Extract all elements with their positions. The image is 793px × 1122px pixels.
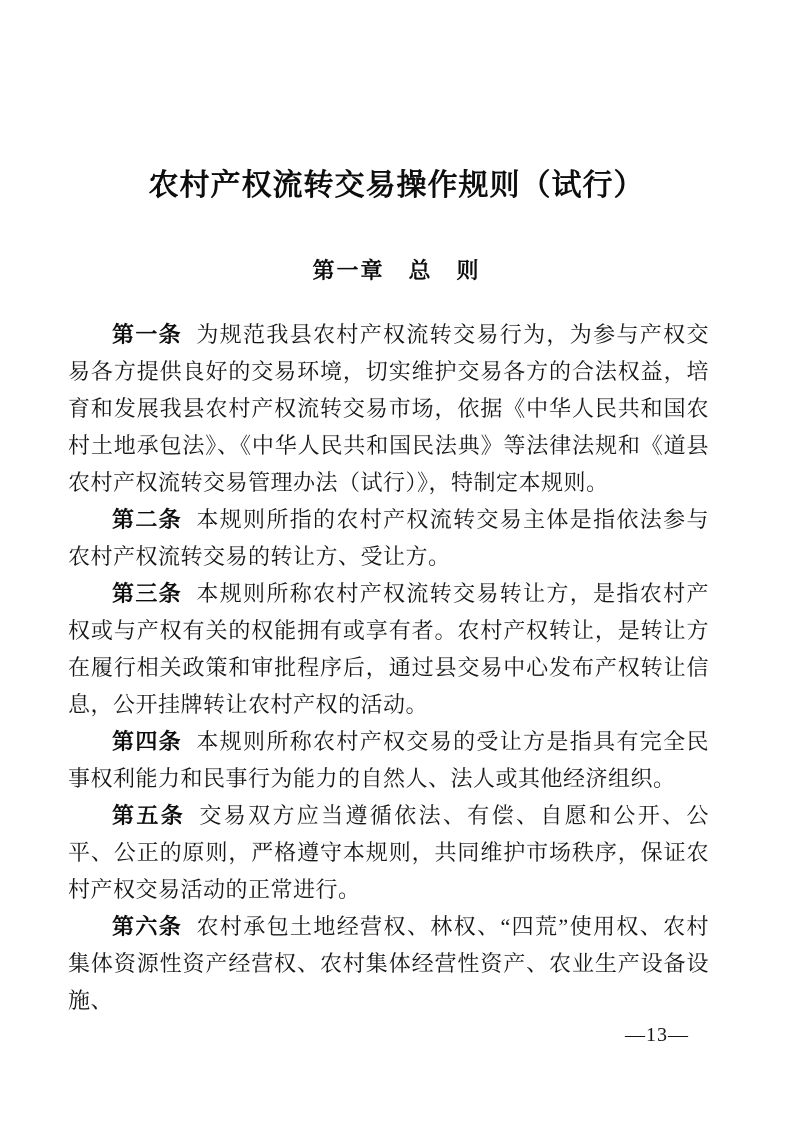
article-paragraph-5 bbox=[68, 797, 709, 908]
article-paragraph-3 bbox=[68, 575, 709, 723]
article-label-2: 第二条 bbox=[112, 507, 183, 532]
article-paragraph-2 bbox=[68, 501, 709, 575]
document-body bbox=[68, 316, 709, 1019]
article-text-5: 交易双方应当遵循依法、有偿、自愿和公开、公平、公正的原则，严格遵守本规则，共同维护市场秩序，保证农村产权交易活动的正常进行。 bbox=[68, 803, 709, 902]
article-label-5: 第五条 bbox=[112, 803, 186, 828]
article-text-1: 为规范我县农村产权流转交易行为，为参与产权交易各方提供良好的交易环境，切实维护交易各方的合法权益，培育和发展我县农村产权流转交易市场，依据《中华人民共和国农村土地承包法》、《中华人民共和国民法典》等法律法规和《道县农村产权流转交易管理办法（试行）》，特制定本规则。 bbox=[68, 322, 709, 495]
article-label-6: 第六条 bbox=[112, 914, 183, 939]
document-title: 农村产权流转交易操作规则（试行） bbox=[148, 169, 645, 202]
article-label-3: 第三条 bbox=[112, 581, 183, 606]
article-text-4: 本规则所称农村产权交易的受让方是指具有完全民事权利能力和民事行为能力的自然人、法人或其他经济组织。 bbox=[68, 729, 709, 791]
article-text-3: 本规则所称农村产权流转交易转让方，是指农村产权或与产权有关的权能拥有或享有者。农村产权转让，是转让方在履行相关政策和审批程序后，通过县交易中心发布产权转让信息，公开挂牌转让农村产权的活动。 bbox=[68, 581, 709, 717]
page-number: —13— bbox=[625, 1024, 689, 1046]
article-label-4: 第四条 bbox=[112, 729, 183, 754]
article-text-2: 本规则所指的农村产权流转交易主体是指依法参与农村产权流转交易的转让方、受让方。 bbox=[68, 507, 709, 569]
article-paragraph-4 bbox=[68, 723, 709, 797]
article-text-6: 农村承包土地经营权、林权、“四荒”使用权、农村集体资源性资产经营权、农村集体经营性资产、农业生产设备设施、 bbox=[68, 914, 709, 1013]
article-paragraph-6 bbox=[68, 908, 709, 1019]
chapter-heading: 第一章 总 则 bbox=[312, 258, 481, 283]
article-label-1: 第一条 bbox=[112, 322, 183, 347]
article-paragraph-1 bbox=[68, 316, 709, 501]
